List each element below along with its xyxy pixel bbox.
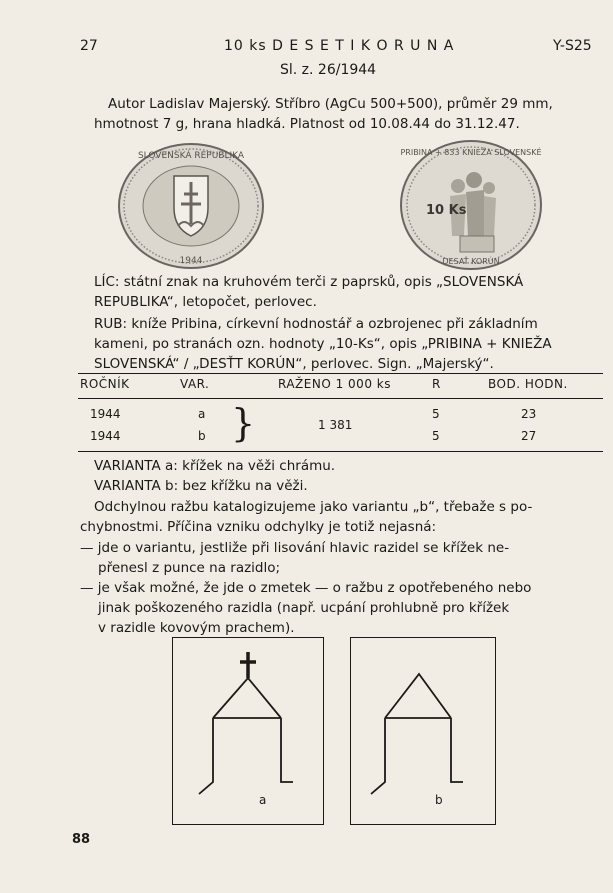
table-row-2-variant: b [198, 429, 206, 443]
figure-variant-a [172, 637, 324, 825]
figure-label-b: b [435, 793, 443, 807]
reverse-description-line-2: kameni, po stranách ozn. hodnoty „10-Ks“, opis „PRIBINA + KNIEŽA [94, 336, 552, 352]
table-minted-count: 1 381 [318, 418, 353, 432]
variant-b-description: VARIANTA b: bez křížku na věži. [94, 478, 308, 494]
note-line-3: — jde o variantu, jestliže při lisování hlavic razidel se křížek ne- [80, 540, 510, 556]
obverse-description-line-2: REPUBLIKA“, letopočet, perlovec. [94, 294, 317, 310]
table-top-rule [78, 373, 603, 374]
note-line-4: přenesl z punce na razidlo; [98, 560, 281, 576]
decree-reference: Sl. z. 26/1944 [280, 62, 377, 78]
tower-without-cross-icon [351, 638, 495, 824]
obverse-year: 1944 [179, 256, 203, 266]
page-title: 10 ks D E S E T I K O R U N A [224, 38, 455, 54]
note-line-7: v razidle kovovým prachem). [98, 620, 295, 636]
coin-reverse-image [396, 138, 546, 272]
table-row-2-year: 1944 [90, 429, 121, 443]
intro-line-1: Autor Ladislav Majerský. Stříbro (AgCu 500+500), průměr 29 mm, [108, 96, 553, 112]
note-line-2: chybnostmi. Příčina vzniku odchylky je totiž nejasná: [80, 519, 437, 535]
footer-page-number: 88 [72, 832, 91, 847]
intro-line-2: hmotnost 7 g, hrana hladká. Platnost od 10.08.44 do 31.12.47. [94, 116, 520, 132]
reverse-denomination: 10 Ks [426, 203, 467, 218]
note-line-6: jinak poškozeného razidla (např. ucpání prohlubně pro křížek [98, 600, 510, 616]
table-header-value: BOD. HODN. [488, 377, 568, 391]
table-row-1-year: 1944 [90, 407, 121, 421]
table-row-1-value: 23 [521, 407, 537, 421]
table-header-year: ROČNÍK [80, 377, 130, 391]
figure-label-a: a [259, 793, 267, 807]
coin-obverse-image [112, 142, 270, 270]
catalog-code: Y-S25 [553, 38, 592, 54]
table-row-1-rarity: 5 [432, 407, 440, 421]
table-header-rule [78, 398, 603, 399]
obverse-legend: SLOVENSKÁ REPUBLIKA [137, 151, 245, 161]
reverse-bottom-legend: DESAŤ KORÚN [442, 257, 500, 266]
table-header-variant: VAR. [180, 377, 210, 391]
table-brace: } [231, 401, 256, 445]
reverse-legend: PRIBINA + 833 KNIEŽA SLOVENSKÉ [400, 148, 542, 157]
table-row-2-rarity: 5 [432, 429, 440, 443]
reverse-description-line-3: SLOVENSKÁ“ / „DESŤT KORÚN“, perlovec. Sign. „Majerský“. [94, 356, 494, 372]
table-row-1-variant: a [198, 407, 206, 421]
reverse-description-line-1: RUB: kníže Pribina, církevní hodnostář a ozbrojenec při základním [94, 316, 538, 332]
note-line-5: — je však možné, že jde o zmetek — o ražbu z opotřebeného nebo [80, 580, 532, 596]
obverse-description-line-1: LÍC: státní znak na kruhovém terči z paprsků, opis „SLOVENSKÁ [94, 274, 524, 290]
table-header-rarity: R [432, 377, 441, 391]
note-line-1: Odchylnou ražbu katalogizujeme jako variantu „b“, třebaže s po- [94, 499, 533, 515]
header-page-number: 27 [80, 38, 98, 54]
figure-variant-b [350, 637, 496, 825]
variant-a-description: VARIANTA a: křížek na věži chrámu. [94, 458, 336, 474]
table-bottom-rule [78, 451, 603, 452]
table-header-minted: RAŽENO 1 000 ks [278, 377, 391, 391]
table-row-2-value: 27 [521, 429, 537, 443]
tower-with-cross-icon [173, 638, 323, 824]
